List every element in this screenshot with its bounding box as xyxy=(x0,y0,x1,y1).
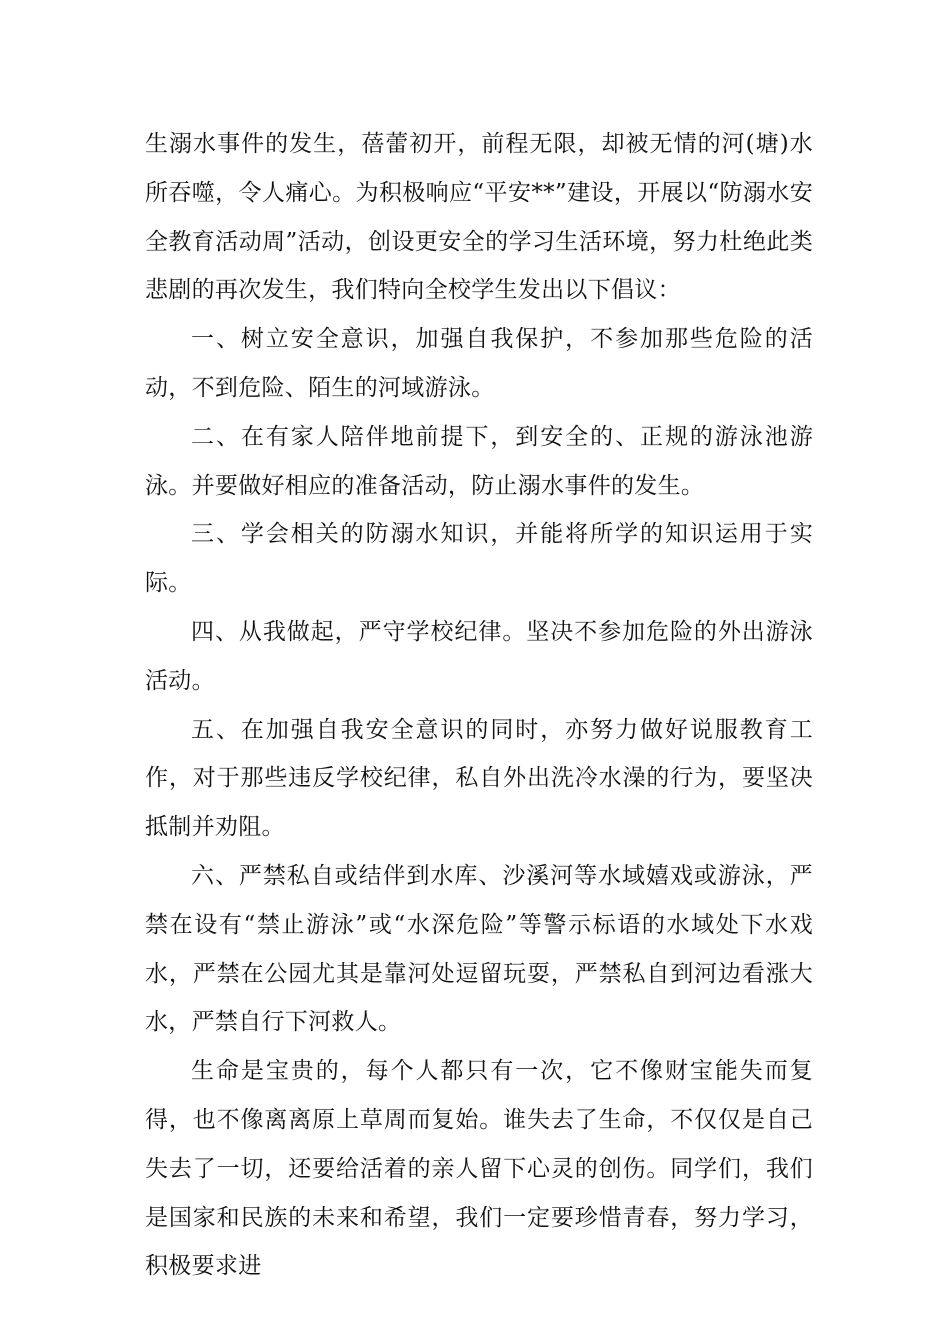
paragraph-item-6: 六、严禁私自或结伴到水库、沙溪河等水域嬉戏或游泳，严禁在设有“禁止游泳”或“水深危险”等警示标语的水域处下水戏水，严禁在公园尤其是靠河处逗留玩耍，严禁私自到河边看涨大水，严禁自行下河救人。 xyxy=(145,862,813,1036)
paragraph-intro: 生溺水事件的发生，蓓蕾初开，前程无限，却被无情的河(塘)水所吞噬，令人痛心。为积极响应“平安**”建设，开展以“防溺水安全教育活动周”活动，创设更安全的学习生活环境，努力杜绝此类悲剧的再次发生，我们特向全校学生发出以下倡议： xyxy=(145,131,813,304)
document-body xyxy=(145,120,813,1291)
paragraph-item-1: 一、树立安全意识，加强自我保护，不参加那些危险的活动，不到危险、陌生的河域游泳。 xyxy=(145,326,813,401)
paragraph-item-2: 二、在有家人陪伴地前提下，到安全的、正规的游泳池游泳。并要做好相应的准备活动，防止溺水事件的发生。 xyxy=(145,423,813,499)
paragraph-item-3: 三、学会相关的防溺水知识，并能将所学的知识运用于实际。 xyxy=(145,521,813,597)
paragraph-item-4: 四、从我做起，严守学校纪律。坚决不参加危险的外出游泳活动。 xyxy=(145,618,813,694)
paragraph-closing: 生命是宝贵的，每个人都只有一次，它不像财宝能失而复得，也不像离离原上草周而复始。谁失去了生命，不仅仅是自己失去了一切，还要给活着的亲人留下心灵的创伤。同学们，我们是国家和民族的未来和希望，我们一定要珍惜青春，努力学习，积极要求进 xyxy=(145,1058,813,1280)
paragraph-item-5: 五、在加强自我安全意识的同时，亦努力做好说服教育工作，对于那些违反学校纪律，私自外出洗冷水澡的行为，要坚决抵制并劝阻。 xyxy=(145,716,813,841)
